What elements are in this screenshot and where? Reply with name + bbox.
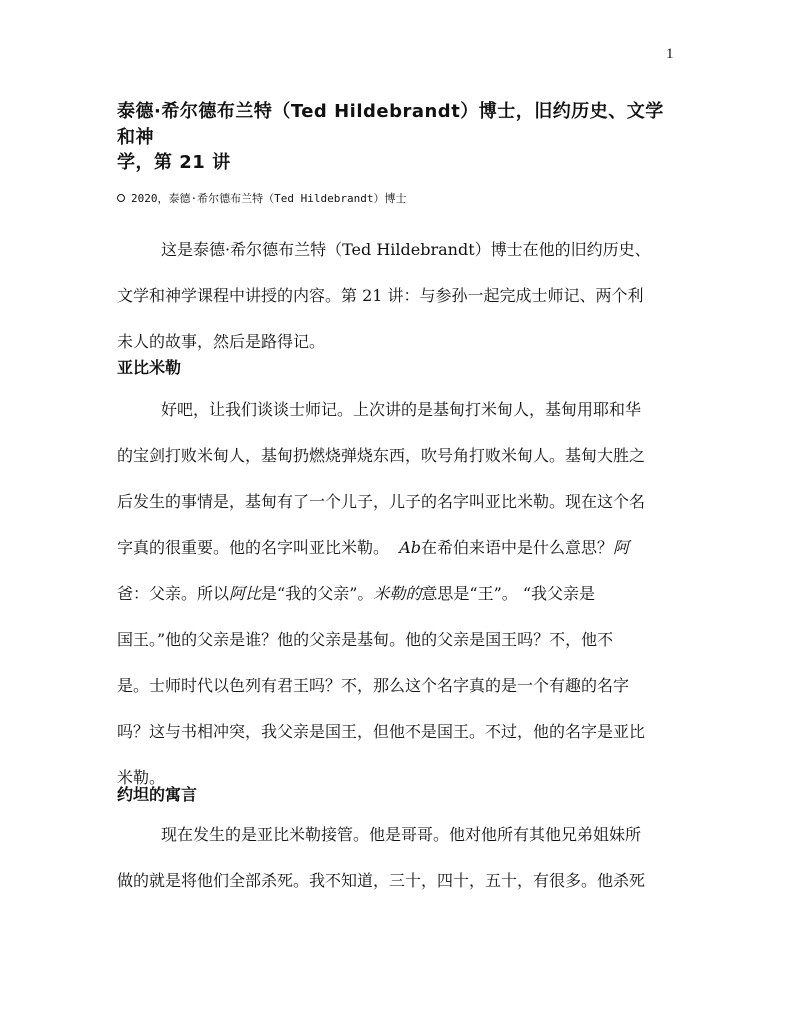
- hebrew-term: 米勒的: [373, 584, 422, 603]
- copyright-text: 2020，泰德·希尔德布兰特（Ted Hildebrandt）博士: [131, 192, 407, 205]
- section-2-paragraph: [117, 812, 677, 904]
- body-line: 现在发生的是亚比米勒接管。他是哥哥。他对他所有其他兄弟姐妹所: [161, 825, 642, 844]
- document-title-line-1: 泰德·希尔德布兰特（Ted Hildebrandt）博士，旧约历史、文学和神: [117, 101, 664, 148]
- intro-line: 文学和神学课程中讲授的内容。第 21 讲：与参孙一起完成士师记、两个利: [117, 286, 644, 305]
- section-heading-abimelech: 亚比米勒: [117, 358, 182, 377]
- hebrew-term: 阿: [613, 538, 630, 557]
- body-text: 是“我的父亲”。: [261, 584, 374, 603]
- body-line: 做的就是将他们全部杀死。我不知道，三十，四十，五十，有很多。他杀死: [117, 871, 646, 890]
- hebrew-term: Ab: [399, 538, 421, 557]
- section-heading-jotham-fable: 约坦的寓言: [117, 785, 198, 804]
- body-text: 爸：父亲。所以: [117, 584, 230, 603]
- body-line: 是。士师时代以色列有君王吗？不，那么这个名字真的是一个有趣的名字: [117, 676, 630, 695]
- body-text: 在希伯来语中是什么意思？: [420, 538, 613, 557]
- copyright-icon: [117, 194, 125, 202]
- document-title-line-2: 学，第 21 讲: [117, 152, 231, 173]
- section-1-paragraph: [117, 387, 677, 801]
- body-text: 意思是“王”。 “我父亲是: [421, 584, 596, 603]
- body-line: 国王。”他的父亲是谁？他的父亲是基甸。他的父亲是国王吗？不，他不: [117, 630, 614, 649]
- body-line: [117, 571, 677, 617]
- intro-line: 这是泰德·希尔德布兰特（Ted Hildebrandt）博士在他的旧约历史、: [161, 240, 651, 259]
- body-line: 吗？这与书相冲突，我父亲是国王，但他不是国王。不过，他的名字是亚比: [117, 722, 646, 741]
- body-line: [117, 525, 677, 571]
- page-number: 1: [666, 46, 674, 62]
- body-line: 米勒。: [117, 768, 166, 787]
- intro-line: 未人的故事，然后是路得记。: [117, 332, 326, 351]
- copyright-line: [117, 190, 406, 206]
- body-line: 的宝剑打败米甸人，基甸扔燃烧弹烧东西，吹号角打败米甸人。基甸大胜之: [117, 446, 646, 465]
- body-text: 字真的很重要。他的名字叫亚比米勒。: [117, 538, 390, 557]
- body-line: 好吧，让我们谈谈士师记。上次讲的是基甸打米甸人，基甸用耶和华: [161, 400, 642, 419]
- intro-paragraph: [117, 227, 677, 365]
- hebrew-term: 阿比: [229, 584, 262, 603]
- body-line: 后发生的事情是，基甸有了一个儿子，儿子的名字叫亚比米勒。现在这个名: [117, 492, 646, 511]
